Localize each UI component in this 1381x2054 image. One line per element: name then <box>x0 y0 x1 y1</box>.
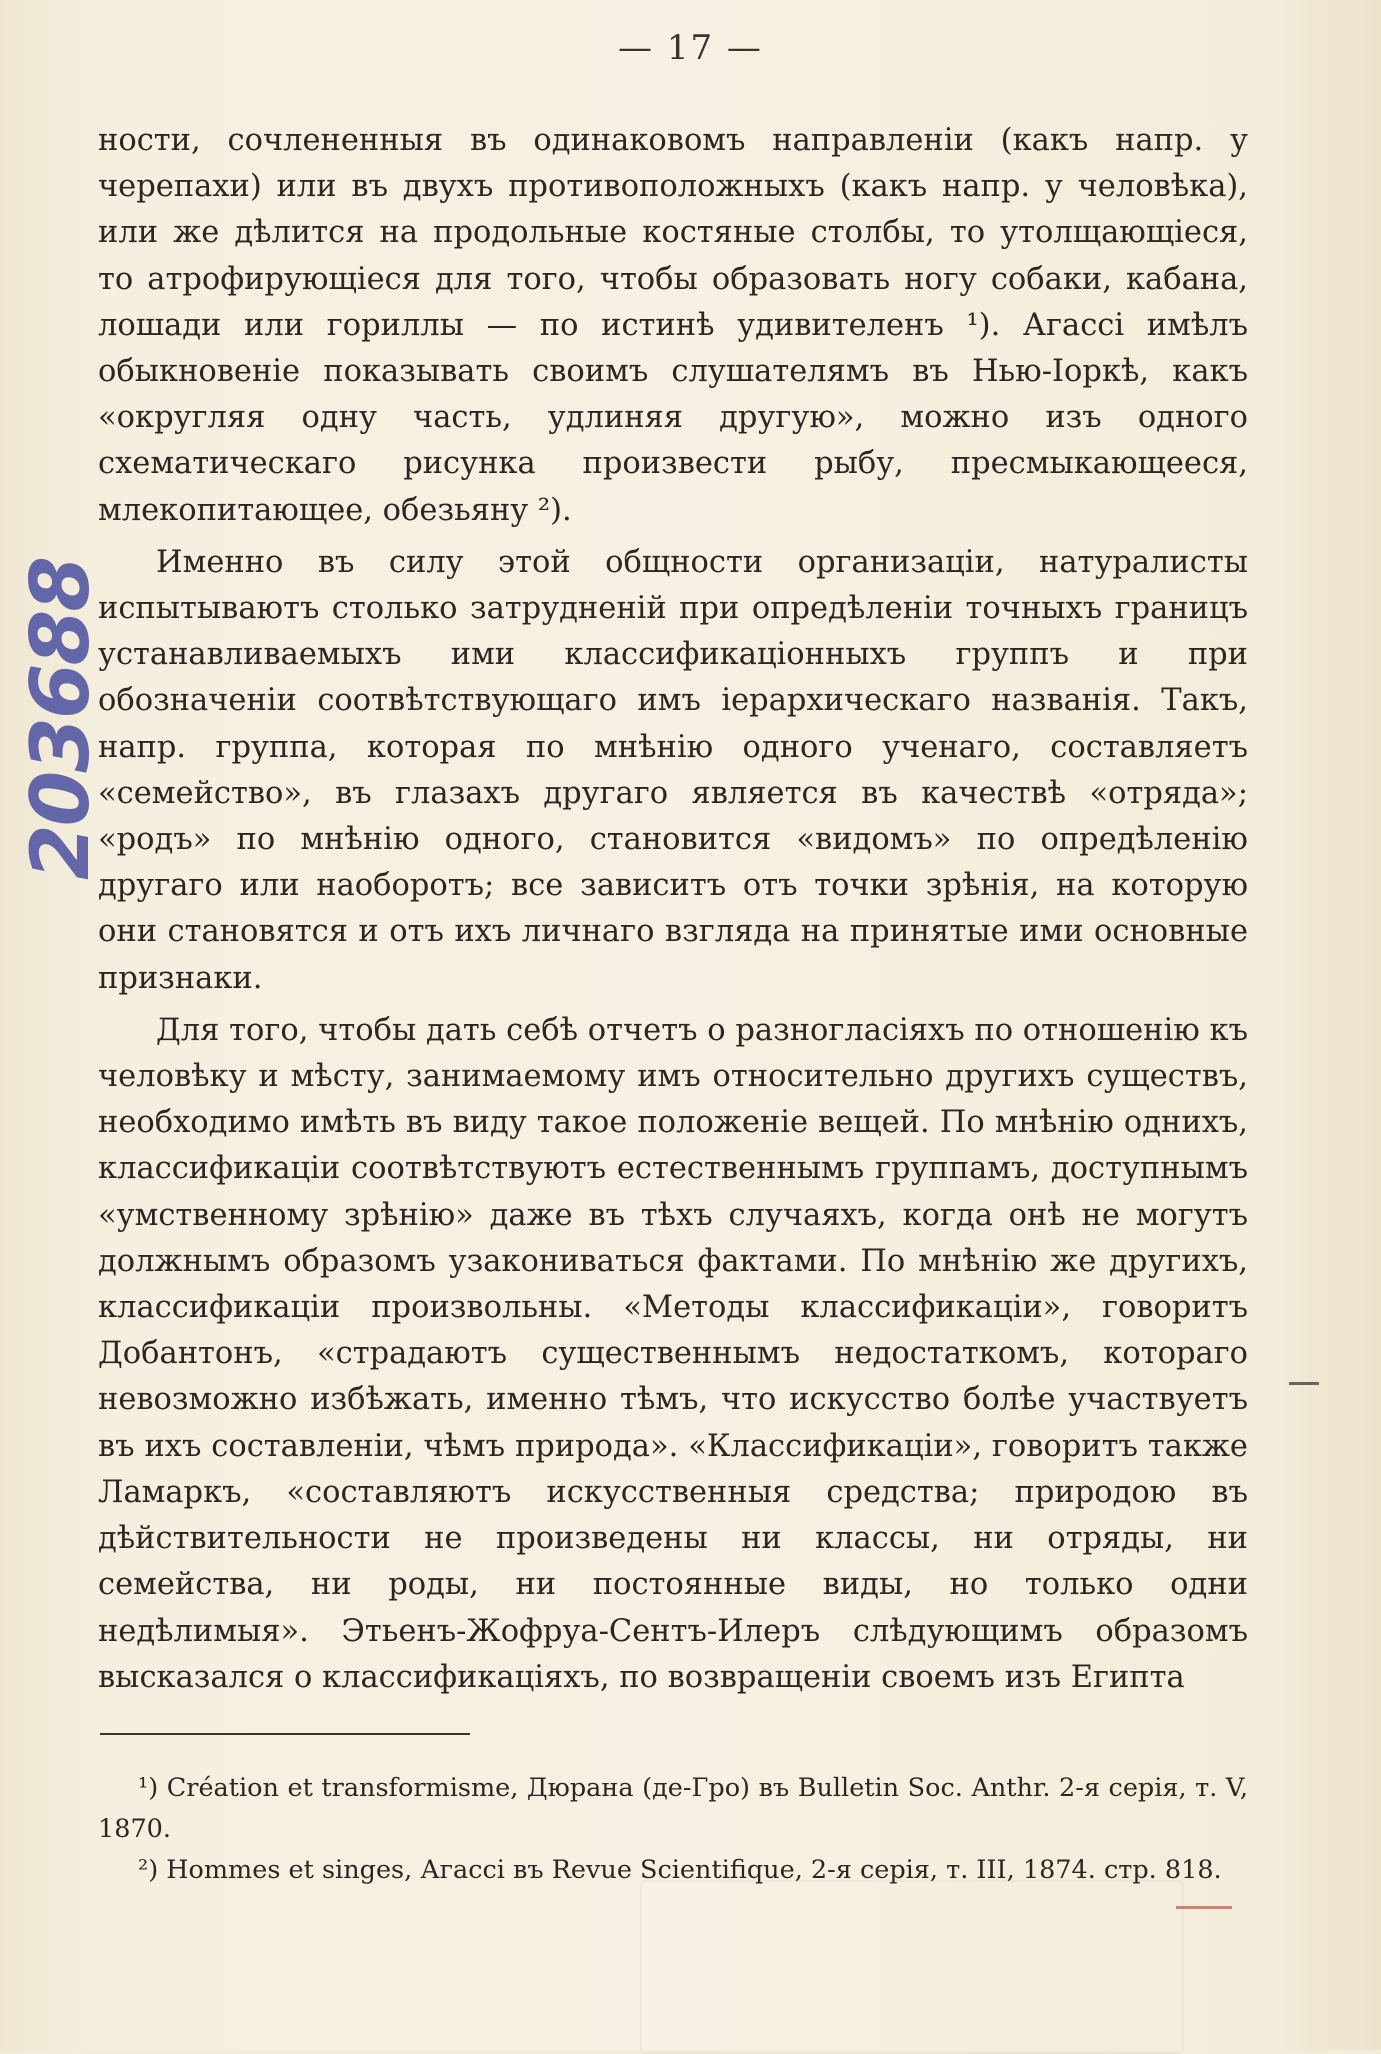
footnote-separator <box>100 1733 470 1735</box>
footnote-1: ¹) Création et transformisme, Дюрана (де-Гро) въ Bulletin Soc. Anthr. 2-я серія, т. V, 1870. <box>98 1773 1248 1844</box>
main-text <box>98 118 1248 1701</box>
footnote-2: ²) Hommes et singes, Агассі въ Revue Scientifique, 2-я серія, т. III, 1874. стр. 818. <box>138 1855 1222 1885</box>
margin-mark <box>1289 1382 1319 1385</box>
red-underline-mark <box>1176 1906 1232 1909</box>
faded-library-stamp <box>640 1880 1184 2054</box>
paragraph-3: Для того, чтобы дать себѣ отчетъ о разногласіяхъ по отношенію къ человѣку и мѣсту, занимаемому имъ относительно другихъ существъ, необходимо имѣть въ виду такое положеніе вещей. По мнѣнію однихъ, классификаціи соотвѣтствуютъ естественнымъ группамъ, доступнымъ «умственному зрѣнію» даже въ тѣхъ случаяхъ, когда онѣ не могутъ должнымъ образомъ узакониваться фактами. По мнѣнію же другихъ, классификаціи произвольны. «Методы классификаціи», говоритъ Добантонъ, «страдаютъ существеннымъ недостаткомъ, котораго невозможно избѣжать, именно тѣмъ, что искусство болѣе участвуетъ въ ихъ составленіи, чѣмъ природа». «Классификаціи», говоритъ также Ламаркъ, «составляютъ искусственныя средства; природою въ дѣйствительности не произведены ни классы, ни отряды, ни семейства, ни роды, ни постоянные виды, но только одни недѣлимыя». Этьенъ-Жофруа-Сентъ-Илеръ слѣдующимъ образомъ высказался о классификаціяхъ, по возвращеніи своемъ изъ Египта <box>98 1012 1248 1695</box>
library-inventory-stamp: 203688 <box>14 558 107 880</box>
paragraph-2: Именно въ силу этой общности организаціи, натуралисты испытываютъ столько затрудненій при опредѣленіи точныхъ границъ устанавливаемыхъ ими классификаціонныхъ группъ и при обозначеніи соотвѣтствующаго имъ іерархическаго названія. Такъ, напр. группа, которая по мнѣнію одного ученаго, составляетъ «семейство», въ глазахъ другаго является въ качествѣ «отряда»; «родъ» по мнѣнію одного, становится «видомъ» по опредѣленію другаго или наоборотъ; все зависитъ отъ точки зрѣнія, на которую они становятся и отъ ихъ личнаго взгляда на принятые ими основные признаки. <box>98 544 1248 996</box>
page-number: — 17 — <box>618 28 763 68</box>
footnotes <box>98 1768 1248 1891</box>
paragraph-1: ности, сочлененныя въ одинаковомъ направленіи (какъ напр. у черепахи) или въ двухъ противоположныхъ (какъ напр. у человѣка), или же дѣлится на продольные костяные столбы, то утолщающіеся, то атрофирующіеся для того, чтобы образовать ногу собаки, кабана, лошади или гориллы — по истинѣ удивителенъ ¹). Агассі имѣлъ обыкновеніе показывать своимъ слушателямъ въ Нью-Іоркѣ, какъ «округляя одну часть, удлиняя другую», можно изъ одного схематическаго рисунка произвести рыбу, пресмыкающееся, млекопитающее, обезьяну ²). <box>98 123 1248 528</box>
